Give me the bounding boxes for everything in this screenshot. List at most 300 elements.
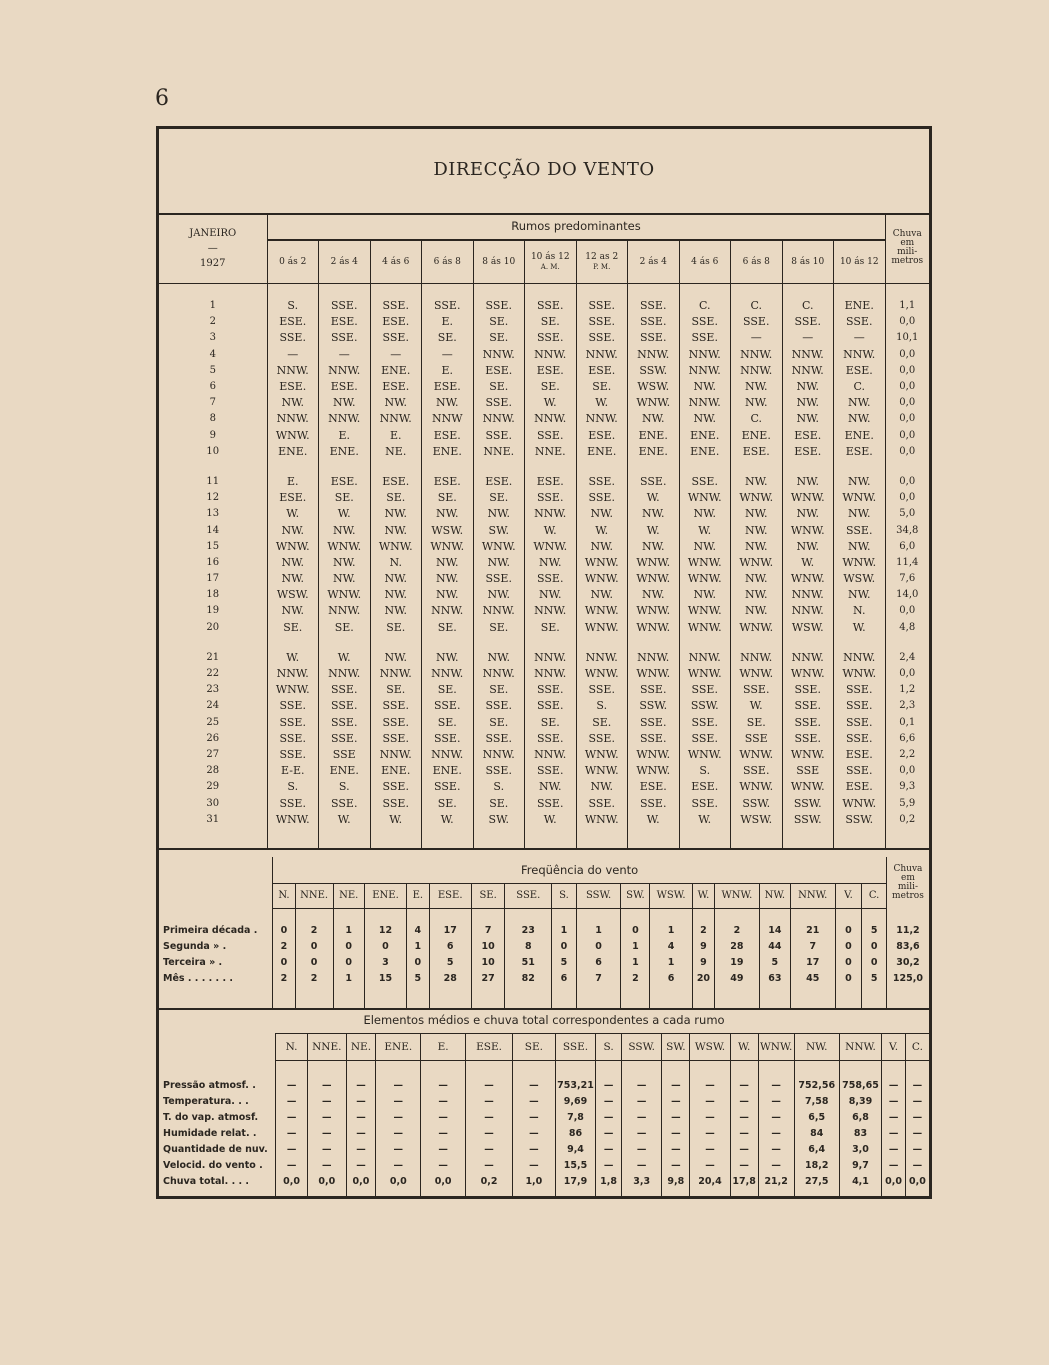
time-column-label: 12 as 2: [585, 252, 619, 262]
element-value-cell: 9,8: [662, 1173, 690, 1189]
wind-direction-cell: WNW.: [731, 620, 783, 636]
row-label: Quantidade de nuv.: [163, 1143, 268, 1155]
wind-direction-cell: NW.: [370, 522, 422, 538]
elementos-table: [159, 1007, 929, 1197]
wind-direction-cell: ESE.: [628, 779, 680, 795]
wind-direction-cell: ESE.: [525, 474, 577, 490]
wind-direction-cell: W.: [525, 395, 577, 411]
wind-direction-cell: S.: [319, 779, 371, 795]
rain-cell: 0,0: [885, 603, 929, 619]
wind-direction-cell: WNW.: [782, 522, 834, 538]
wind-direction-cell: SE.: [473, 620, 525, 636]
element-value-cell: —: [690, 1109, 731, 1125]
wind-direction-cell: SE.: [525, 620, 577, 636]
wind-direction-cell: SSE.: [267, 747, 319, 763]
wind-direction-cell: SSE.: [834, 698, 886, 714]
wind-direction-cell: NNW.: [834, 347, 886, 363]
wind-direction-cell: NW.: [731, 587, 783, 603]
frequency-cell: 1: [650, 954, 692, 970]
day-number: 8: [209, 413, 216, 425]
wind-direction-cell: SSE.: [267, 795, 319, 811]
wind-direction-cell: NW.: [525, 587, 577, 603]
element-value-cell: —: [882, 1141, 905, 1157]
element-value-cell: —: [730, 1093, 758, 1109]
table-row: [159, 314, 929, 330]
wind-direction-cell: ESE.: [834, 363, 886, 379]
frequency-cell: 2: [295, 970, 333, 986]
time-column-header: [319, 240, 371, 284]
row-label: Terceira » .: [163, 956, 223, 968]
wind-direction-cell: W.: [422, 812, 474, 828]
wind-direction-cell: —: [370, 347, 422, 363]
rain-cell: 0,0: [885, 363, 929, 379]
wind-direction-cell: C.: [731, 298, 783, 314]
wind-direction-cell: NNW: [422, 411, 474, 427]
wind-direction-cell: SE.: [319, 490, 371, 506]
wind-direction-cell: SSE.: [319, 298, 371, 314]
wind-direction-cell: SE.: [473, 379, 525, 395]
frequency-cell: 49: [715, 970, 760, 986]
wind-direction-cell: —: [319, 347, 371, 363]
element-value-cell: 0,0: [905, 1173, 929, 1189]
wind-direction-cell: NNW.: [525, 411, 577, 427]
rain-header-line: metros: [891, 256, 924, 266]
day-number: 5: [209, 364, 216, 376]
wind-direction-cell: SSE.: [525, 490, 577, 506]
wind-direction-cell: NW.: [679, 379, 731, 395]
table-row: [159, 715, 929, 731]
wind-direction-cell: NNW.: [679, 395, 731, 411]
frequency-cell: 0: [295, 938, 333, 954]
wind-direction-cell: C.: [782, 298, 834, 314]
wind-direction-cell: NNW.: [679, 347, 731, 363]
frequency-cell: 27: [471, 970, 504, 986]
wind-direction-cell: NW.: [834, 395, 886, 411]
frequency-cell: 44: [759, 938, 790, 954]
wind-direction-cell: SW.: [473, 812, 525, 828]
wind-direction-cell: NW.: [731, 539, 783, 555]
wind-direction-cell: ESE.: [422, 428, 474, 444]
frequency-cell: 15: [364, 970, 406, 986]
wind-direction-cell: NW.: [731, 379, 783, 395]
element-value-cell: —: [421, 1125, 466, 1141]
wind-direction-cell: SE.: [422, 490, 474, 506]
element-value-cell: 0,0: [346, 1173, 376, 1189]
time-column-label: 6 ás 8: [742, 257, 770, 267]
wind-direction-cell: S.: [576, 698, 628, 714]
element-value-cell: —: [690, 1093, 731, 1109]
wind-direction-cell: WNW.: [473, 539, 525, 555]
row-label: Velocid. do vento .: [163, 1159, 263, 1171]
wind-direction-cell: ENE.: [679, 428, 731, 444]
table-row: [159, 812, 929, 828]
rain-header-line: metros: [892, 890, 924, 901]
wind-direction-cell: N.: [370, 555, 422, 571]
wind-direction-cell: SSE.: [370, 795, 422, 811]
table-row: [159, 620, 929, 636]
element-value-cell: —: [905, 1125, 929, 1141]
rain-cell: 6,6: [885, 731, 929, 747]
frequency-cell: 45: [790, 970, 835, 986]
wind-direction-cell: NW.: [422, 395, 474, 411]
direction-header: WSW.: [650, 883, 692, 908]
wind-direction-cell: NW.: [319, 395, 371, 411]
wind-direction-cell: SSE.: [834, 763, 886, 779]
day-number: 25: [206, 716, 220, 728]
wind-direction-cell: WNW.: [576, 812, 628, 828]
wind-direction-cell: WNW.: [782, 747, 834, 763]
wind-direction-cell: WNW.: [782, 666, 834, 682]
wind-direction-cell: SSE.: [473, 731, 525, 747]
wind-direction-cell: C.: [679, 298, 731, 314]
direction-header: NNE.: [295, 883, 333, 908]
time-column-header: [267, 240, 319, 284]
direction-header: NE.: [346, 1034, 376, 1061]
wind-direction-cell: W.: [267, 506, 319, 522]
table-row: [159, 1141, 929, 1157]
wind-direction-cell: ENE.: [834, 298, 886, 314]
rain-cell: 1,1: [885, 298, 929, 314]
frequency-cell: 2: [273, 970, 295, 986]
wind-direction-cell: NNW.: [834, 650, 886, 666]
wind-direction-cell: E.: [422, 363, 474, 379]
element-value-cell: —: [276, 1077, 308, 1093]
wind-direction-cell: NNW.: [473, 666, 525, 682]
wind-direction-cell: SE.: [319, 620, 371, 636]
wind-direction-cell: SSE.: [731, 314, 783, 330]
wind-direction-cell: SSE.: [576, 298, 628, 314]
wind-direction-cell: ENE.: [731, 428, 783, 444]
day-number: 19: [206, 605, 220, 617]
wind-direction-cell: NNW.: [731, 650, 783, 666]
element-value-cell: —: [690, 1125, 731, 1141]
wind-direction-cell: SSE.: [473, 763, 525, 779]
rain-cell: 125,0: [886, 970, 929, 986]
wind-direction-cell: WSW.: [834, 571, 886, 587]
wind-direction-cell: SSE.: [319, 682, 371, 698]
frequency-cell: 5: [759, 954, 790, 970]
wind-direction-cell: NNW.: [525, 347, 577, 363]
rain-cell: 2,3: [885, 698, 929, 714]
element-value-cell: 0,0: [421, 1173, 466, 1189]
element-value-cell: —: [596, 1077, 622, 1093]
wind-direction-cell: SE.: [370, 620, 422, 636]
direction-header: C.: [905, 1034, 929, 1061]
table-row: [159, 1173, 929, 1189]
rain-cell: 5,9: [885, 795, 929, 811]
element-value-cell: —: [376, 1077, 421, 1093]
element-value-cell: —: [758, 1109, 794, 1125]
table-row: [159, 379, 929, 395]
day-number: 29: [206, 781, 220, 793]
rain-cell: 30,2: [886, 954, 929, 970]
wind-direction-cell: ESE.: [731, 444, 783, 460]
freq-rain-header: [886, 857, 929, 908]
row-label: Segunda » .: [163, 940, 227, 952]
wind-direction-cell: SSE.: [679, 715, 731, 731]
wind-direction-cell: WNW.: [782, 571, 834, 587]
element-value-cell: —: [905, 1109, 929, 1125]
element-value-cell: —: [621, 1093, 662, 1109]
wind-direction-cell: SW.: [473, 522, 525, 538]
wind-direction-cell: SSE.: [267, 715, 319, 731]
wind-direction-cell: ENE.: [319, 444, 371, 460]
wind-direction-cell: ESE.: [267, 379, 319, 395]
element-value-cell: —: [690, 1157, 731, 1173]
table-row: [159, 506, 929, 522]
wind-direction-cell: ESE.: [422, 474, 474, 490]
wind-direction-cell: S.: [679, 763, 731, 779]
wind-direction-cell: WNW.: [731, 490, 783, 506]
wind-direction-cell: SSE.: [731, 682, 783, 698]
rain-cell: 5,0: [885, 506, 929, 522]
frequency-cell: 0: [364, 938, 406, 954]
element-value-cell: —: [346, 1093, 376, 1109]
time-column-header: [834, 240, 886, 284]
frequency-cell: 1: [407, 938, 429, 954]
time-column-label: 8 ás 10: [791, 257, 825, 267]
rain-header-line: em: [900, 238, 915, 248]
day-number: 14: [206, 524, 220, 536]
element-value-cell: —: [621, 1077, 662, 1093]
element-value-cell: —: [730, 1141, 758, 1157]
page-number: 6: [155, 86, 169, 111]
wind-direction-cell: WNW.: [267, 682, 319, 698]
frequency-cell: 6: [552, 970, 577, 986]
element-value-cell: —: [466, 1157, 513, 1173]
wind-direction-cell: SSE.: [576, 795, 628, 811]
rain-cell: 0,0: [885, 444, 929, 460]
element-value-cell: —: [513, 1077, 556, 1093]
element-value-cell: —: [421, 1109, 466, 1125]
frequency-cell: 10: [471, 938, 504, 954]
wind-direction-cell: N.: [834, 603, 886, 619]
element-value-cell: 3,0: [839, 1141, 882, 1157]
wind-direction-cell: ESE.: [782, 444, 834, 460]
wind-direction-cell: —: [834, 330, 886, 346]
day-number: 17: [206, 573, 220, 585]
element-value-cell: —: [596, 1093, 622, 1109]
wind-direction-cell: SSE.: [473, 298, 525, 314]
rain-header-line: mili-: [897, 247, 918, 257]
day-number: 9: [209, 429, 216, 441]
wind-direction-cell: NNW.: [370, 411, 422, 427]
direction-header: SW.: [621, 883, 650, 908]
wind-direction-cell: ESE.: [370, 379, 422, 395]
table-row: [159, 411, 929, 427]
time-column-header: [525, 240, 577, 284]
table-row: [159, 1093, 929, 1109]
direction-header: E.: [421, 1034, 466, 1061]
wind-direction-cell: SE.: [576, 379, 628, 395]
frequency-cell: 0: [862, 954, 887, 970]
frequency-cell: 6: [650, 970, 692, 986]
element-value-cell: —: [730, 1125, 758, 1141]
element-value-cell: 6,5: [794, 1109, 839, 1125]
frequency-cell: 4: [407, 922, 429, 938]
frequency-cell: 9: [692, 938, 714, 954]
day-number: 26: [206, 732, 220, 744]
day-number: 7: [209, 397, 216, 409]
element-value-cell: —: [308, 1093, 346, 1109]
wind-direction-cell: SSE.: [628, 314, 680, 330]
table-row: [159, 603, 929, 619]
wind-direction-cell: SE.: [370, 490, 422, 506]
rain-cell: 0,0: [885, 347, 929, 363]
element-value-cell: —: [905, 1077, 929, 1093]
element-value-cell: —: [376, 1157, 421, 1173]
wind-direction-cell: SSE.: [525, 763, 577, 779]
wind-direction-cell: WNW.: [576, 555, 628, 571]
wind-direction-cell: SSE.: [319, 715, 371, 731]
element-value-cell: —: [346, 1125, 376, 1141]
direction-header: N.: [276, 1034, 308, 1061]
wind-direction-cell: WNW.: [628, 763, 680, 779]
wind-direction-cell: SSE.: [628, 795, 680, 811]
element-value-cell: 17,9: [555, 1173, 596, 1189]
direction-header: SE.: [513, 1034, 556, 1061]
table-row: [159, 779, 929, 795]
frequency-cell: 17: [429, 922, 471, 938]
element-value-cell: —: [730, 1157, 758, 1173]
wind-direction-cell: SSE.: [679, 474, 731, 490]
wind-direction-cell: ESE.: [267, 490, 319, 506]
rain-cell: 6,0: [885, 539, 929, 555]
table-row: [159, 395, 929, 411]
element-value-cell: —: [276, 1141, 308, 1157]
wind-direction-cell: SE.: [731, 715, 783, 731]
element-value-cell: —: [596, 1125, 622, 1141]
element-value-cell: —: [421, 1141, 466, 1157]
page-title: DIRECÇÃO DO VENTO: [433, 159, 655, 180]
row-label: Humidade relat. .: [163, 1127, 257, 1139]
wind-direction-cell: NW.: [473, 587, 525, 603]
element-value-cell: 752,56: [794, 1077, 839, 1093]
wind-direction-cell: WNW.: [782, 490, 834, 506]
wind-direction-cell: SSE.: [628, 682, 680, 698]
wind-direction-cell: WNW.: [628, 620, 680, 636]
wind-direction-cell: NW.: [834, 506, 886, 522]
element-value-cell: 0,0: [376, 1173, 421, 1189]
wind-direction-cell: W.: [782, 555, 834, 571]
table-row: [159, 1077, 929, 1093]
wind-direction-cell: ESE.: [834, 747, 886, 763]
element-value-cell: —: [308, 1157, 346, 1173]
wind-direction-cell: SSE.: [319, 795, 371, 811]
wind-direction-cell: —: [782, 330, 834, 346]
wind-direction-cell: SE.: [525, 314, 577, 330]
element-value-cell: 9,4: [555, 1141, 596, 1157]
direction-header: ESE.: [466, 1034, 513, 1061]
time-column-sublabel: P. M.: [593, 263, 611, 271]
wind-direction-cell: NW.: [267, 603, 319, 619]
wind-direction-cell: SSE.: [628, 330, 680, 346]
element-value-cell: —: [730, 1109, 758, 1125]
element-value-cell: —: [758, 1077, 794, 1093]
wind-direction-cell: SSE.: [628, 298, 680, 314]
wind-direction-cell: NNW.: [782, 363, 834, 379]
wind-direction-cell: SSE.: [628, 715, 680, 731]
wind-direction-cell: SSE.: [370, 698, 422, 714]
wind-direction-cell: SSE.: [525, 731, 577, 747]
wind-direction-cell: NNW.: [267, 666, 319, 682]
table-row: [159, 763, 929, 779]
table-row: [159, 587, 929, 603]
direction-header: SSE.: [555, 1034, 596, 1061]
frequency-cell: 7: [576, 970, 621, 986]
element-value-cell: —: [758, 1157, 794, 1173]
table-row: [159, 731, 929, 747]
wind-direction-cell: SE.: [422, 620, 474, 636]
table-row: [159, 698, 929, 714]
wind-direction-cell: W.: [679, 812, 731, 828]
day-number: 3: [209, 332, 216, 344]
wind-direction-cell: SSE.: [525, 795, 577, 811]
wind-direction-cell: SSE.: [473, 428, 525, 444]
wind-direction-cell: NW.: [267, 522, 319, 538]
day-number: 13: [206, 508, 220, 520]
wind-direction-cell: SSE.: [525, 571, 577, 587]
wind-direction-cell: NNW.: [782, 603, 834, 619]
wind-direction-cell: ESE.: [319, 379, 371, 395]
wind-direction-cell: SSE.: [782, 314, 834, 330]
wind-direction-cell: NW.: [319, 555, 371, 571]
wind-direction-cell: WSW.: [267, 587, 319, 603]
element-value-cell: 758,65: [839, 1077, 882, 1093]
direction-header: W.: [730, 1034, 758, 1061]
wind-direction-cell: W.: [525, 522, 577, 538]
wind-direction-cell: W.: [731, 698, 783, 714]
table-row: [159, 795, 929, 811]
wind-direction-cell: WNW.: [319, 587, 371, 603]
wind-direction-cell: NNW.: [782, 650, 834, 666]
element-value-cell: —: [466, 1077, 513, 1093]
element-value-cell: 15,5: [555, 1157, 596, 1173]
wind-direction-cell: SE.: [525, 379, 577, 395]
frequency-cell: 0: [552, 938, 577, 954]
wind-direction-cell: NW.: [731, 522, 783, 538]
wind-direction-cell: ESE.: [370, 314, 422, 330]
element-value-cell: —: [758, 1125, 794, 1141]
rain-cell: 0,2: [885, 812, 929, 828]
element-value-cell: —: [466, 1141, 513, 1157]
frequency-cell: 1: [552, 922, 577, 938]
element-value-cell: —: [466, 1093, 513, 1109]
wind-direction-cell: ENE.: [834, 428, 886, 444]
wind-direction-cell: WNW.: [731, 666, 783, 682]
frequency-cell: 1: [621, 938, 650, 954]
wind-direction-cell: NW.: [370, 587, 422, 603]
elementos-section-title: Elementos médios e chuva total correspondentes a cada rumo: [363, 1013, 725, 1027]
wind-direction-cell: WNW.: [679, 603, 731, 619]
wind-direction-cell: NNW.: [267, 411, 319, 427]
element-value-cell: —: [905, 1093, 929, 1109]
table-row: [159, 938, 929, 954]
wind-direction-cell: NNW.: [782, 347, 834, 363]
frequency-cell: 19: [715, 954, 760, 970]
wind-direction-cell: W.: [628, 812, 680, 828]
wind-direction-cell: WNW.: [576, 666, 628, 682]
table-row: [159, 747, 929, 763]
time-column-label: 4 ás 6: [691, 257, 719, 267]
rain-cell: 10,1: [885, 330, 929, 346]
element-value-cell: —: [690, 1077, 731, 1093]
wind-direction-cell: SSE.: [422, 779, 474, 795]
wind-direction-cell: SSE.: [422, 298, 474, 314]
wind-direction-cell: ESE.: [782, 428, 834, 444]
rain-cell: 0,0: [885, 314, 929, 330]
wind-direction-cell: SSE.: [370, 298, 422, 314]
